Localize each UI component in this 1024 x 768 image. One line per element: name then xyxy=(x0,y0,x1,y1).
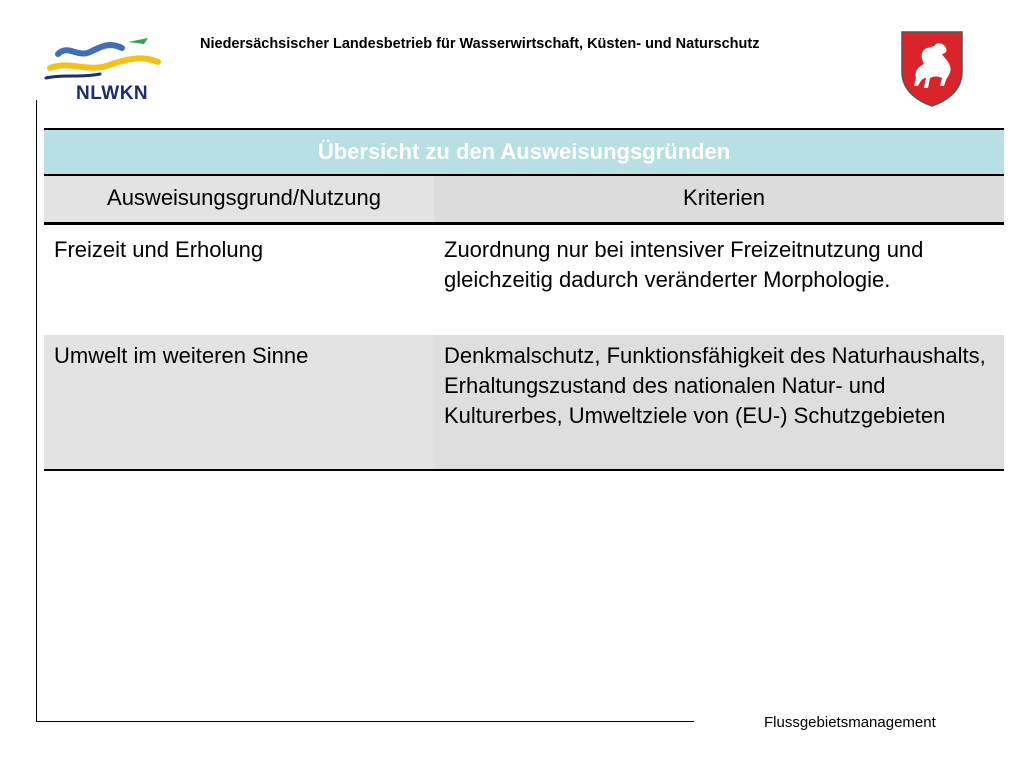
row-kriterien-cell: Denkmalschutz, Funktionsfähigkeit des Naturhaushalts, Erhaltungszustand des nationalen Natur- und Kulturerbes, Umweltziele von (EU-) Schutzgebieten xyxy=(434,335,1004,470)
left-rule xyxy=(36,100,37,722)
nlwkn-wave-icon xyxy=(40,34,170,86)
table-row xyxy=(44,335,1004,470)
table-title: Übersicht zu den Ausweisungsgründen xyxy=(44,129,1004,175)
footer-label: Flussgebietsmanagement xyxy=(764,714,936,731)
row-grund-cell: Umwelt im weiteren Sinne xyxy=(44,335,434,470)
column-header-kriterien: Kriterien xyxy=(434,175,1004,224)
logo-text: NLWKN xyxy=(76,83,149,104)
overview-table xyxy=(44,128,1004,471)
organization-name: Niedersächsischer Landesbetrieb für Wasserwirtschaft, Küsten- und Naturschutz xyxy=(200,36,760,52)
row-grund-cell: Freizeit und Erholung xyxy=(44,224,434,336)
lower-saxony-crest-icon xyxy=(900,30,964,108)
nlwkn-logo xyxy=(40,34,170,104)
table-header-row xyxy=(44,175,1004,224)
table-title-row xyxy=(44,129,1004,175)
table-row xyxy=(44,224,1004,336)
column-header-grund: Ausweisungsgrund/Nutzung xyxy=(44,175,434,224)
row-kriterien-cell: Zuordnung nur bei intensiver Freizeitnutzung und gleichzeitig dadurch veränderter Morphologie. xyxy=(434,224,1004,336)
bottom-rule xyxy=(36,721,694,722)
